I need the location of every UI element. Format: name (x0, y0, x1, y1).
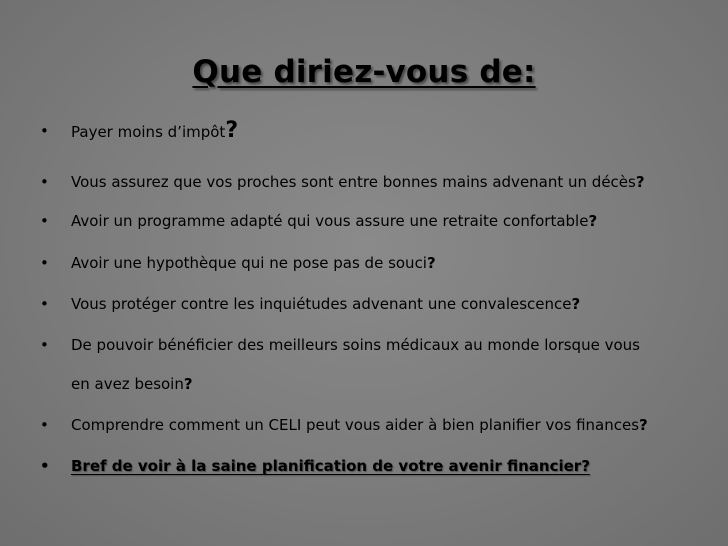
bullet-text: Vous assurez que vos proches sont entre bonnes mains advenant un décès? (71, 173, 645, 191)
slide-title (0, 52, 728, 92)
bullet-dot-icon: • (40, 457, 50, 475)
bullet-dot-icon: • (40, 173, 49, 191)
bullet-text: Payer moins d’impôt? (71, 118, 239, 143)
bullet-text: Bref de voir à la saine planification de votre avenir financier? (71, 457, 590, 475)
bullet-text: Vous protéger contre les inquiétudes advenant une convalescence? (71, 295, 581, 313)
bullet-text-line2: en avez besoin? (71, 375, 193, 393)
bullet-text: Comprendre comment un CELI peut vous aider à bien planifier vos finances? (71, 416, 648, 434)
bullet-dot-icon: • (40, 295, 49, 313)
bullet-text: Avoir une hypothèque qui ne pose pas de souci? (71, 254, 436, 272)
bullet-text: Avoir un programme adapté qui vous assure une retraite confortable? (71, 212, 598, 230)
bullet-dot-icon: • (40, 212, 49, 230)
bullet-dot-icon: • (40, 122, 49, 140)
bullet-text: De pouvoir bénéficier des meilleurs soins médicaux au monde lorsque vous (71, 336, 640, 354)
bullet-dot-icon: • (40, 336, 49, 354)
bullet-dot-icon: • (40, 416, 49, 434)
bullet-dot-icon: • (40, 254, 49, 272)
slide-title-text: Que diriez-vous de: (192, 54, 536, 90)
